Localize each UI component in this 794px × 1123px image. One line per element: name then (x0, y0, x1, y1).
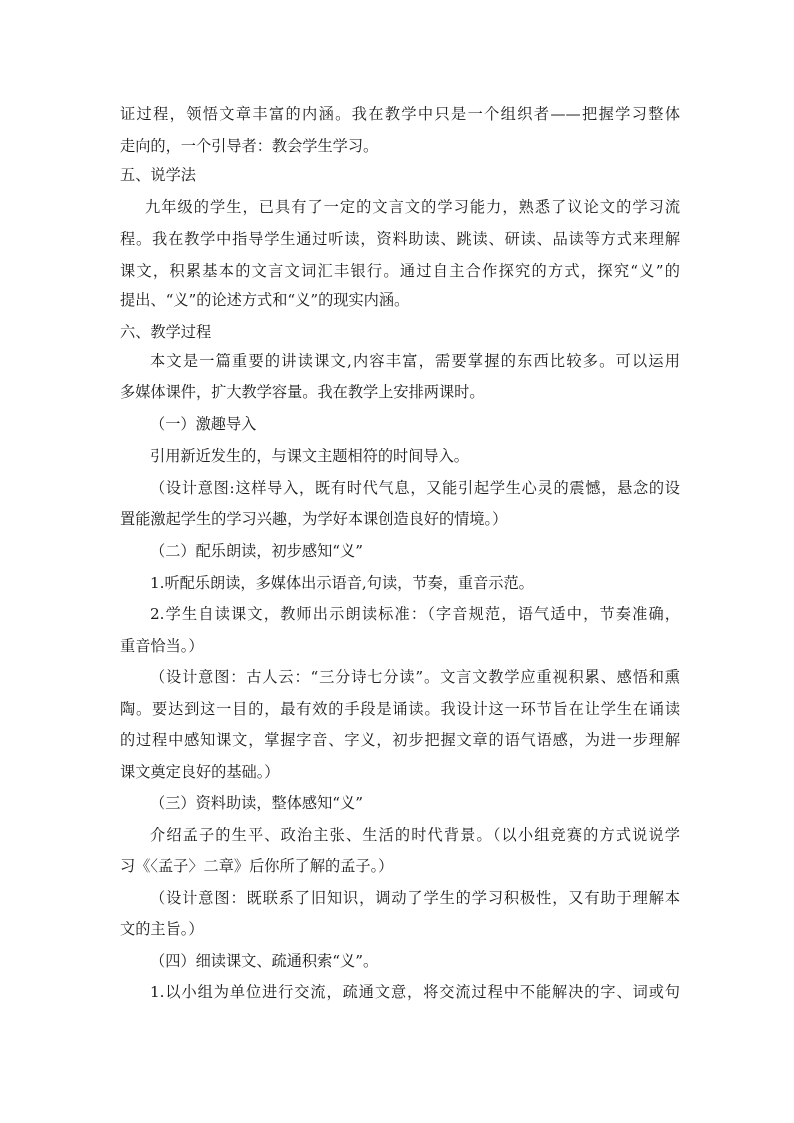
paragraph-line: 陶。要达到这一目的，最有效的手段是诵读。我设计这一环节旨在让学生在诵读 (120, 700, 680, 718)
paragraph-line: 介绍孟子的生平、政治主张、生活的时代背景。（以小组竞赛的方式说说学 (150, 826, 680, 844)
paragraph-line: 2.学生自读课文，教师出示朗读标准：（字音规范，语气适中，节奏准确， (150, 605, 680, 623)
paragraph-line: 九年级的学生，已具有了一定的文言文的学习能力，熟悉了议论文的学习流 (145, 198, 680, 216)
section-heading-teaching-process: 六、教学过程 (120, 323, 212, 341)
paragraph-line: 1.以小组为单位进行交流，疏通文意，将交流过程中不能解决的字、词或句 (150, 983, 680, 1001)
paragraph-line: 课文，积累基本的文言文词汇丰银行。通过自主合作探究的方式，探究“义”的 (120, 262, 680, 280)
paragraph-line: 课文奠定良好的基础。） (120, 763, 280, 781)
paragraph-line: （设计意图：古人云：“三分诗七分读”。文言文教学应重视积累、感悟和熏 (150, 668, 680, 686)
paragraph-line: 证过程，领悟文章丰富的内涵。我在教学中只是一个组织者——把握学习整体 (120, 105, 680, 123)
subheading-reading: （二）配乐朗读，初步感知“义” (150, 542, 363, 560)
subheading-materials: （三）资料助读，整体感知“义” (150, 794, 363, 812)
paragraph-line: 习《〈孟子〉二章》后你所了解的孟子。） (120, 857, 394, 875)
paragraph-line: 重音恰当。） (120, 637, 204, 655)
paragraph-line: 走向的，一个引导者：教会学生学习。 (120, 137, 379, 155)
paragraph-line: 引用新近发生的，与课文主题相符的时间导入。 (150, 447, 469, 465)
paragraph-line: 的过程中感知课文，掌握字音、字义，初步把握文章的语气语感，为进一步理解 (120, 731, 680, 749)
paragraph-line: （设计意图:这样导入，既有时代气息，又能引起学生心灵的震憾，悬念的设 (150, 479, 680, 497)
paragraph-line: 本文是一篇重要的讲读课文,内容丰富，需要掌握的东西比较多。可以运用 (150, 352, 680, 370)
paragraph-line: 文的主旨。） (120, 920, 204, 938)
paragraph-line: （设计意图：既联系了旧知识，调动了学生的学习积极性，又有助于理解本 (150, 889, 680, 907)
paragraph-line: 1.听配乐朗读，多媒体出示语音,句读，节奏，重音示范。 (150, 574, 534, 592)
paragraph-line: 提出、“义”的论述方式和“义”的现实内涵。 (120, 291, 410, 309)
paragraph-line: 置能激起学生的学习兴趣，为学好本课创造良好的情境。） (120, 510, 508, 528)
paragraph-line: 多媒体课件，扩大教学容量。我在教学上安排两课时。 (120, 383, 485, 401)
paragraph-line: 程。我在教学中指导学生通过听读，资料助读、跳读、研读、品读等方式来理解 (120, 230, 680, 248)
subheading-close-reading: （四）细读课文、疏通积索“义”。 (150, 952, 379, 970)
subheading-intro: （一）激趣导入 (150, 415, 257, 433)
section-heading-study-method: 五、说学法 (120, 166, 196, 184)
